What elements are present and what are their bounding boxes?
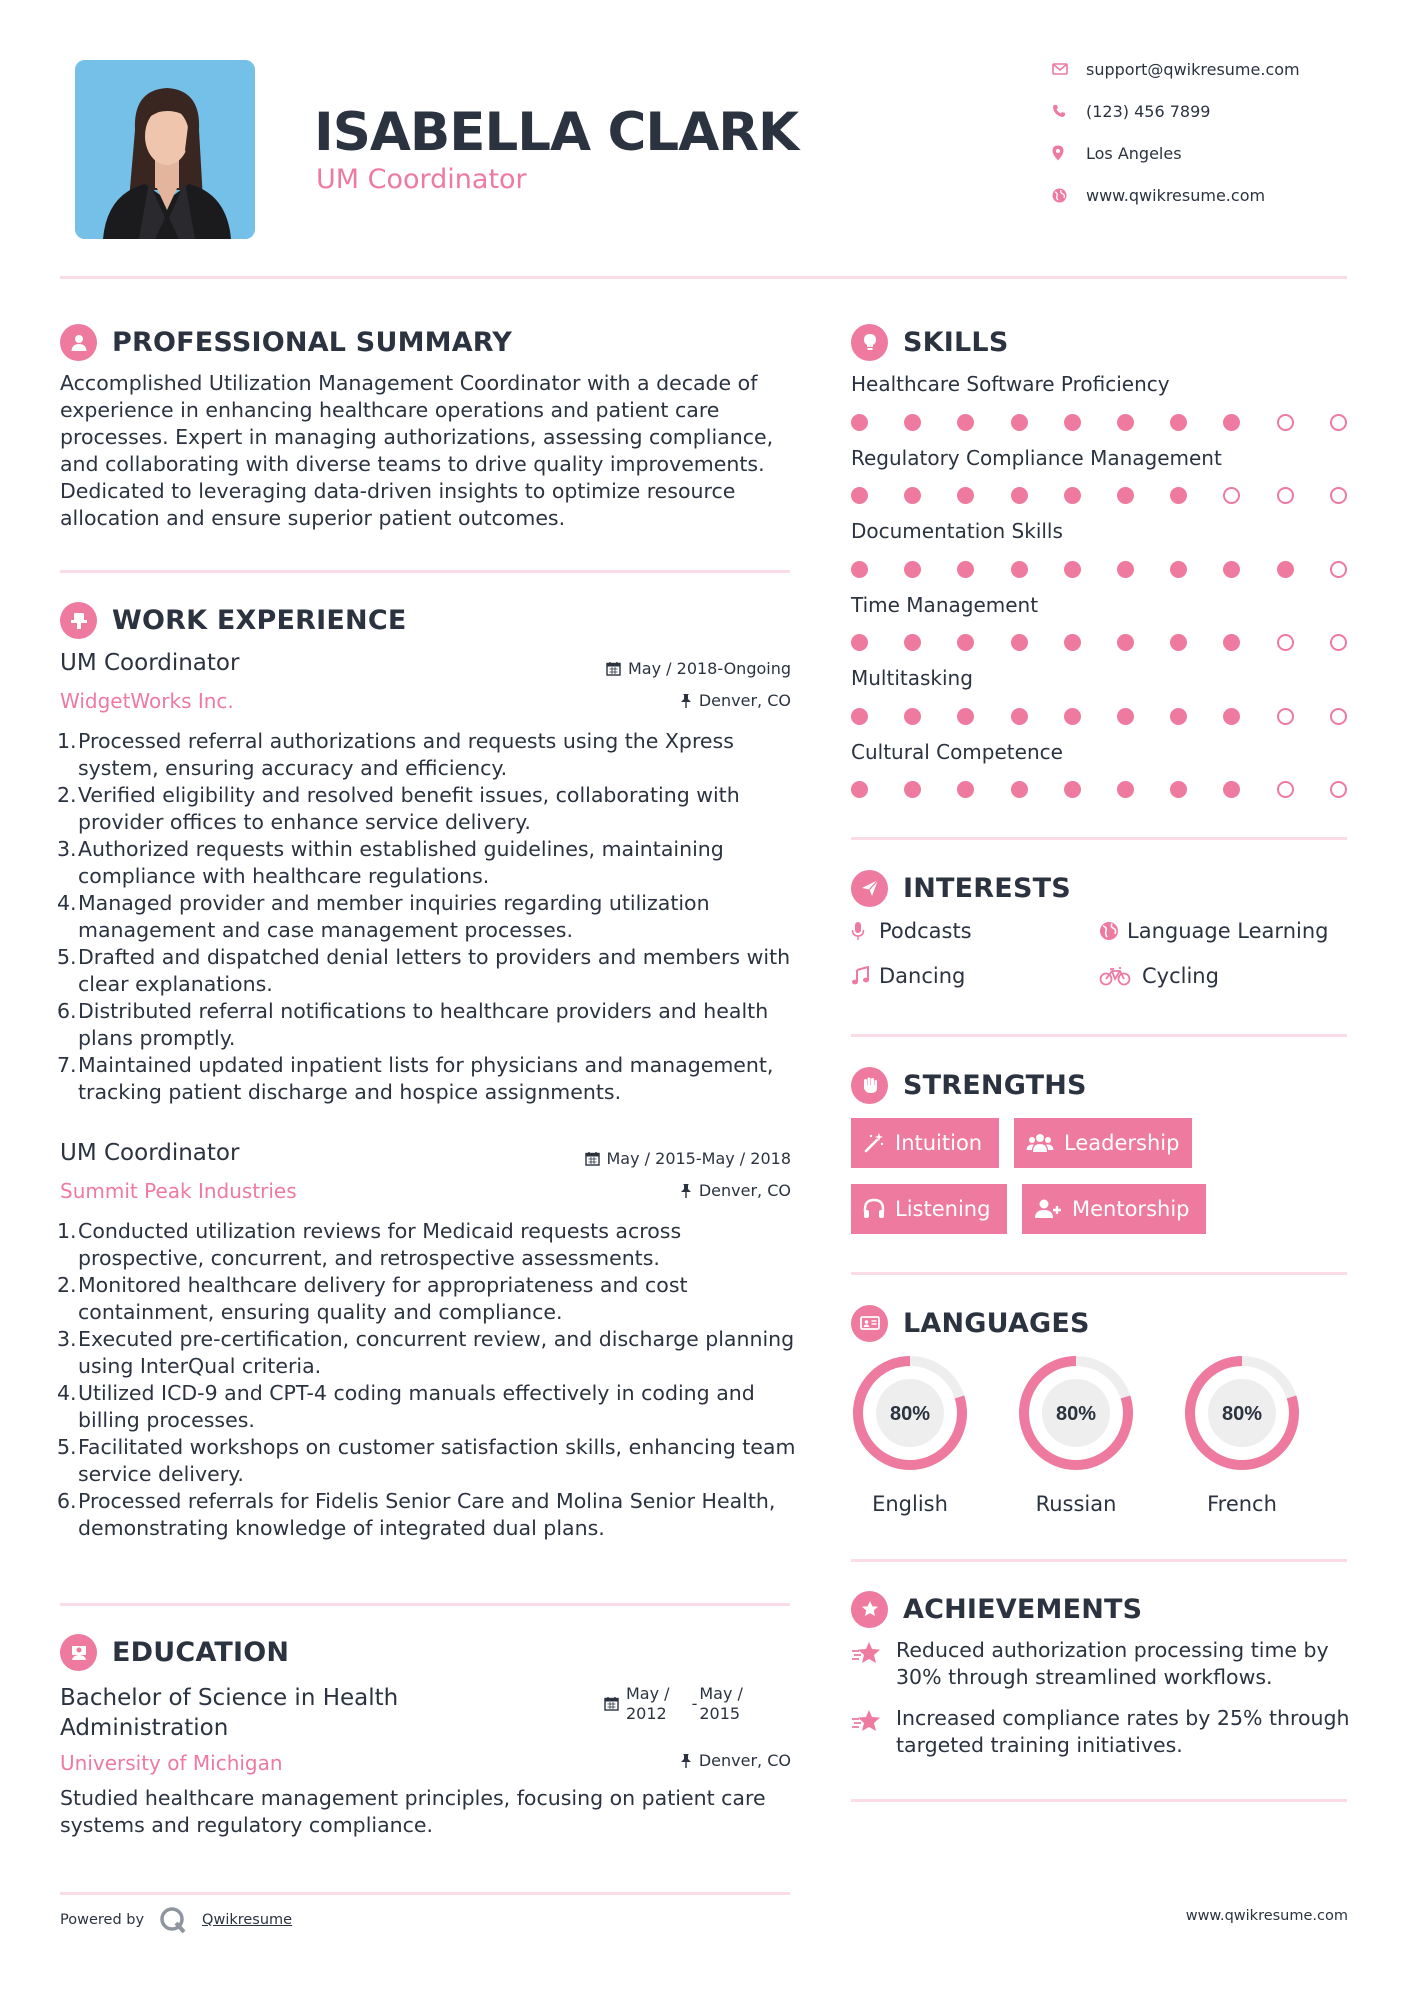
skill-dot-filled — [1223, 634, 1240, 651]
contact-location — [1052, 138, 1352, 168]
job-2-location — [480, 1181, 791, 1200]
job-2-date-text: May / 2015-May / 2018 — [606, 1149, 791, 1168]
map-pin-icon — [1052, 145, 1086, 161]
language-item — [1015, 1352, 1137, 1516]
language-gauge — [1181, 1352, 1303, 1474]
skill-dot-filled — [1011, 561, 1028, 578]
skill-dot-filled — [851, 414, 868, 431]
powered-by-label: Powered by — [60, 1912, 145, 1928]
skill-dot-filled — [851, 634, 868, 651]
list-item: 2. Verified eligibility and resolved benefit issues, collaborating with provider offices to enhance service delivery. — [57, 783, 740, 834]
skill-row — [851, 519, 1351, 593]
experience-heading — [60, 602, 406, 638]
list-item: 6. Processed referrals for Fidelis Senior Care and Molina Senior Health, demonstrating knowledge of integrated dual plans. — [57, 1489, 776, 1540]
skills-title: SKILLS — [903, 326, 1009, 358]
bicycle-icon — [1099, 966, 1142, 986]
strength-chip-listening: Listening — [851, 1184, 1007, 1234]
skill-dot-empty — [1277, 487, 1294, 504]
skill-row — [851, 372, 1351, 446]
summary-text: Accomplished Utilization Management Coordinator with a decade of experience in enhancing healthcare operations and patient care processes. Expert in managing authorizations, assessing compliance, and collaborating with diverse teams to drive quality improvements. Dedicated to leveraging data-driven insights to optimize resource allocation and ensure superior patient outcomes. — [60, 371, 774, 530]
job-1-location-text: Denver, CO — [698, 691, 791, 710]
skill-dot-filled — [957, 487, 974, 504]
skill-dot-filled — [1170, 781, 1187, 798]
skill-dot-filled — [1011, 634, 1028, 651]
music-note-icon — [851, 966, 879, 986]
list-item: 5. Facilitated workshops on customer satisfaction skills, enhancing team service delivery. — [57, 1435, 796, 1486]
skill-dot-filled — [1011, 708, 1028, 725]
achievement-item: Reduced authorization processing time by 30% through streamlined workflows. — [851, 1637, 1351, 1691]
star-badge-icon — [851, 1591, 888, 1628]
skill-dot-filled — [1117, 708, 1134, 725]
pushpin-icon — [680, 693, 692, 708]
job-2-company: Summit Peak Industries — [60, 1179, 297, 1203]
skill-dot-filled — [957, 708, 974, 725]
skill-dot-filled — [1170, 487, 1187, 504]
education-text: Studied healthcare management principles, focusing on patient care systems and regulatory compliance. — [60, 1786, 766, 1837]
lightbulb-icon — [851, 324, 888, 361]
education-end-date: May / 2015 — [699, 1684, 743, 1723]
interest-podcasts: Podcasts — [851, 916, 972, 946]
language-percent: 80% — [889, 1403, 931, 1425]
education-heading — [60, 1634, 289, 1670]
contact-email-text: support@qwikresume.com — [1086, 59, 1300, 79]
skill-dot-filled — [1223, 708, 1240, 725]
list-item: 3. Authorized requests within established guidelines, maintaining compliance with healthcare regulations. — [57, 837, 724, 888]
job-1-company: WidgetWorks Inc. — [60, 689, 234, 713]
education-divider — [60, 1892, 790, 1895]
skill-dot-filled — [1117, 561, 1134, 578]
qwikresume-logo-icon — [158, 1905, 188, 1935]
skill-dot-empty — [1277, 781, 1294, 798]
skill-dot-filled — [1064, 781, 1081, 798]
skill-dot-filled — [1064, 708, 1081, 725]
user-icon — [60, 324, 97, 361]
skill-dot-filled — [1170, 708, 1187, 725]
list-item: 4. Utilized ICD-9 and CPT-4 coding manuals effectively in coding and billing processes. — [57, 1381, 755, 1432]
strengths-heading — [851, 1067, 1087, 1103]
school-name: University of Michigan — [60, 1751, 283, 1775]
pushpin-icon — [680, 1753, 692, 1768]
skill-dot-filled — [1223, 781, 1240, 798]
job-1-location — [480, 691, 791, 710]
skill-name: Cultural Competence — [851, 739, 1063, 764]
job-1-title: UM Coordinator — [60, 650, 240, 676]
languages-heading — [851, 1305, 1090, 1341]
skill-dot-filled — [851, 487, 868, 504]
skill-rating — [851, 706, 1351, 726]
contact-website[interactable] — [1052, 180, 1352, 210]
globe-icon — [1052, 188, 1086, 203]
skill-dot-filled — [904, 414, 921, 431]
skills-divider — [851, 837, 1347, 840]
skill-name: Time Management — [851, 592, 1039, 617]
skill-dot-filled — [1170, 634, 1187, 651]
microphone-icon — [851, 921, 879, 941]
skill-rating — [851, 486, 1351, 506]
language-gauge — [1015, 1352, 1137, 1474]
skill-dot-empty — [1330, 708, 1347, 725]
skill-dot-filled — [1223, 561, 1240, 578]
job-2-title: UM Coordinator — [60, 1140, 240, 1166]
skill-dot-filled — [1170, 561, 1187, 578]
interest-dancing: Dancing — [851, 961, 965, 991]
list-item: 5. Drafted and dispatched denial letters to providers and members with clear explanations. — [57, 945, 791, 996]
skill-rating — [851, 412, 1351, 432]
skill-dot-empty — [1330, 561, 1347, 578]
skill-dot-filled — [904, 634, 921, 651]
headphones-icon — [863, 1198, 885, 1220]
skill-dot-filled — [1277, 561, 1294, 578]
strengths-title: STRENGTHS — [903, 1069, 1087, 1101]
skill-name: Multitasking — [851, 666, 973, 690]
skill-rating — [851, 633, 1351, 653]
skill-dot-filled — [1011, 414, 1028, 431]
job-1-date — [480, 659, 791, 678]
list-item: 1. Processed referral authorizations and requests using the Xpress system, ensuring accuracy and efficiency. — [57, 729, 734, 780]
job-2-duties — [57, 1218, 800, 1542]
strength-chip-leadership: Leadership — [1014, 1118, 1192, 1168]
language-percent: 80% — [1055, 1403, 1097, 1425]
skill-rating — [851, 559, 1351, 579]
paper-plane-icon — [851, 870, 888, 907]
skill-dot-filled — [1117, 414, 1134, 431]
candidate-name: ISABELLA CLARK — [314, 102, 799, 163]
summary-divider — [60, 570, 790, 573]
calendar-icon — [585, 1151, 600, 1166]
magic-wand-icon — [863, 1132, 885, 1154]
skill-dot-filled — [851, 708, 868, 725]
degree-title: Bachelor of Science in Health Administration — [60, 1685, 399, 1741]
summary-title: PROFESSIONAL SUMMARY — [112, 326, 513, 358]
education-date-dash: - — [691, 1694, 698, 1713]
skill-dot-empty — [1330, 781, 1347, 798]
list-item: 6. Distributed referral notifications to healthcare providers and health plans promptly. — [57, 999, 769, 1050]
skill-dot-empty — [1277, 708, 1294, 725]
skill-dot-filled — [1064, 561, 1081, 578]
qwikresume-link[interactable]: Qwikresume — [202, 1912, 293, 1928]
skill-row — [851, 740, 1351, 814]
skill-dot-filled — [957, 414, 974, 431]
skill-row — [851, 666, 1351, 740]
language-name: English — [872, 1492, 948, 1516]
list-item: 4. Managed provider and member inquiries regarding utilization management and case management processes. — [57, 891, 710, 942]
list-item: 1. Conducted utilization reviews for Medicaid requests across prospective, concurrent, and retrospective assessments. — [57, 1219, 682, 1270]
summary-heading — [60, 324, 512, 360]
skill-dot-filled — [904, 487, 921, 504]
interest-language-learning: Language Learning — [1099, 916, 1328, 946]
skill-name: Healthcare Software Proficiency — [851, 372, 1170, 396]
languages-divider — [851, 1559, 1347, 1562]
graduation-icon — [60, 1634, 97, 1671]
skill-dot-filled — [1064, 414, 1081, 431]
language-name: Russian — [1035, 1492, 1117, 1516]
candidate-role: UM Coordinator — [316, 164, 527, 195]
skill-dot-empty — [1277, 634, 1294, 651]
achievements-divider — [851, 1799, 1347, 1802]
contact-phone[interactable] — [1052, 96, 1352, 126]
profile-photo — [75, 60, 255, 239]
skill-dot-empty — [1330, 414, 1347, 431]
skill-row — [851, 593, 1351, 667]
skill-dot-filled — [1223, 414, 1240, 431]
language-percent: 80% — [1221, 1403, 1263, 1425]
education-location-text: Denver, CO — [698, 1751, 791, 1770]
education-start-date: May / 2012 — [626, 1684, 670, 1723]
fist-icon — [851, 1067, 888, 1104]
strength-chip-intuition: Intuition — [851, 1118, 999, 1168]
user-plus-icon — [1034, 1198, 1062, 1220]
job-1-duties — [57, 728, 800, 1106]
skill-name: Regulatory Compliance Management — [851, 445, 1222, 470]
languages-title: LANGUAGES — [903, 1307, 1090, 1339]
calendar-icon — [604, 1696, 619, 1711]
education-dates — [604, 1684, 743, 1724]
phone-icon — [1052, 104, 1086, 118]
footer-powered — [60, 1905, 292, 1935]
header-divider — [60, 276, 1347, 279]
skill-dot-filled — [957, 634, 974, 651]
language-name: French — [1207, 1492, 1277, 1516]
skill-dot-filled — [1064, 487, 1081, 504]
skill-dot-filled — [904, 708, 921, 725]
achievements-heading — [851, 1591, 1142, 1627]
skill-dot-filled — [1011, 781, 1028, 798]
strength-chip-mentorship: Mentorship — [1022, 1184, 1206, 1234]
language-item — [849, 1352, 971, 1516]
footer-url[interactable]: www.qwikresume.com — [1185, 1908, 1348, 1924]
briefcase-icon — [60, 602, 97, 639]
skill-dot-filled — [851, 781, 868, 798]
skills-list — [851, 372, 1351, 813]
list-item: 3. Executed pre-certification, concurrent review, and discharge planning using InterQual criteria. — [57, 1327, 795, 1378]
skill-dot-empty — [1277, 414, 1294, 431]
education-title: EDUCATION — [112, 1636, 290, 1668]
users-icon — [1026, 1132, 1054, 1154]
job-2-location-text: Denver, CO — [698, 1181, 791, 1200]
star-icon — [851, 1637, 896, 1691]
skill-dot-filled — [957, 781, 974, 798]
experience-divider — [60, 1603, 790, 1606]
interest-cycling: Cycling — [1099, 961, 1219, 991]
list-item: 2. Monitored healthcare delivery for appropriateness and cost containment, ensuring quality and compliance. — [57, 1273, 688, 1324]
skill-name: Documentation Skills — [851, 519, 1063, 543]
interests-divider — [851, 1034, 1347, 1037]
skill-dot-filled — [957, 561, 974, 578]
languages-list — [849, 1352, 1303, 1516]
experience-title: WORK EXPERIENCE — [112, 604, 407, 636]
skill-rating — [851, 780, 1351, 800]
language-gauge — [849, 1352, 971, 1474]
skill-row — [851, 446, 1351, 520]
job-2-date — [480, 1149, 791, 1168]
list-item: 7. Maintained updated inpatient lists for physicians and management, tracking patient discharge and hospice assignments. — [57, 1053, 774, 1104]
skill-dot-filled — [1117, 781, 1134, 798]
strengths-divider — [851, 1272, 1347, 1275]
contact-email[interactable] — [1052, 54, 1352, 84]
id-card-icon — [851, 1305, 888, 1342]
skill-dot-filled — [904, 781, 921, 798]
skill-dot-filled — [1117, 634, 1134, 651]
skill-dot-filled — [1064, 634, 1081, 651]
interests-heading — [851, 870, 1071, 906]
star-icon — [851, 1705, 896, 1759]
interests-title: INTERESTS — [903, 872, 1071, 904]
contact-location-text: Los Angeles — [1086, 143, 1182, 163]
skill-dot-filled — [851, 561, 868, 578]
skills-heading — [851, 324, 1008, 360]
language-item — [1181, 1352, 1303, 1516]
skill-dot-empty — [1223, 487, 1240, 504]
pushpin-icon — [680, 1183, 692, 1198]
contact-website-text: www.qwikresume.com — [1086, 185, 1266, 205]
contact-phone-text: (123) 456 7899 — [1086, 101, 1211, 121]
skill-dot-filled — [1011, 487, 1028, 504]
job-1-date-text: May / 2018-Ongoing — [628, 659, 791, 678]
education-location — [480, 1751, 791, 1770]
skill-dot-empty — [1330, 487, 1347, 504]
skill-dot-filled — [904, 561, 921, 578]
globe-icon — [1099, 921, 1127, 941]
envelope-icon — [1052, 63, 1086, 75]
skill-dot-empty — [1330, 634, 1347, 651]
achievements-title: ACHIEVEMENTS — [903, 1593, 1143, 1625]
skill-dot-filled — [1170, 414, 1187, 431]
achievement-item: Increased compliance rates by 25% through targeted training initiatives. — [851, 1705, 1351, 1759]
calendar-icon — [606, 661, 621, 676]
skill-dot-filled — [1117, 487, 1134, 504]
